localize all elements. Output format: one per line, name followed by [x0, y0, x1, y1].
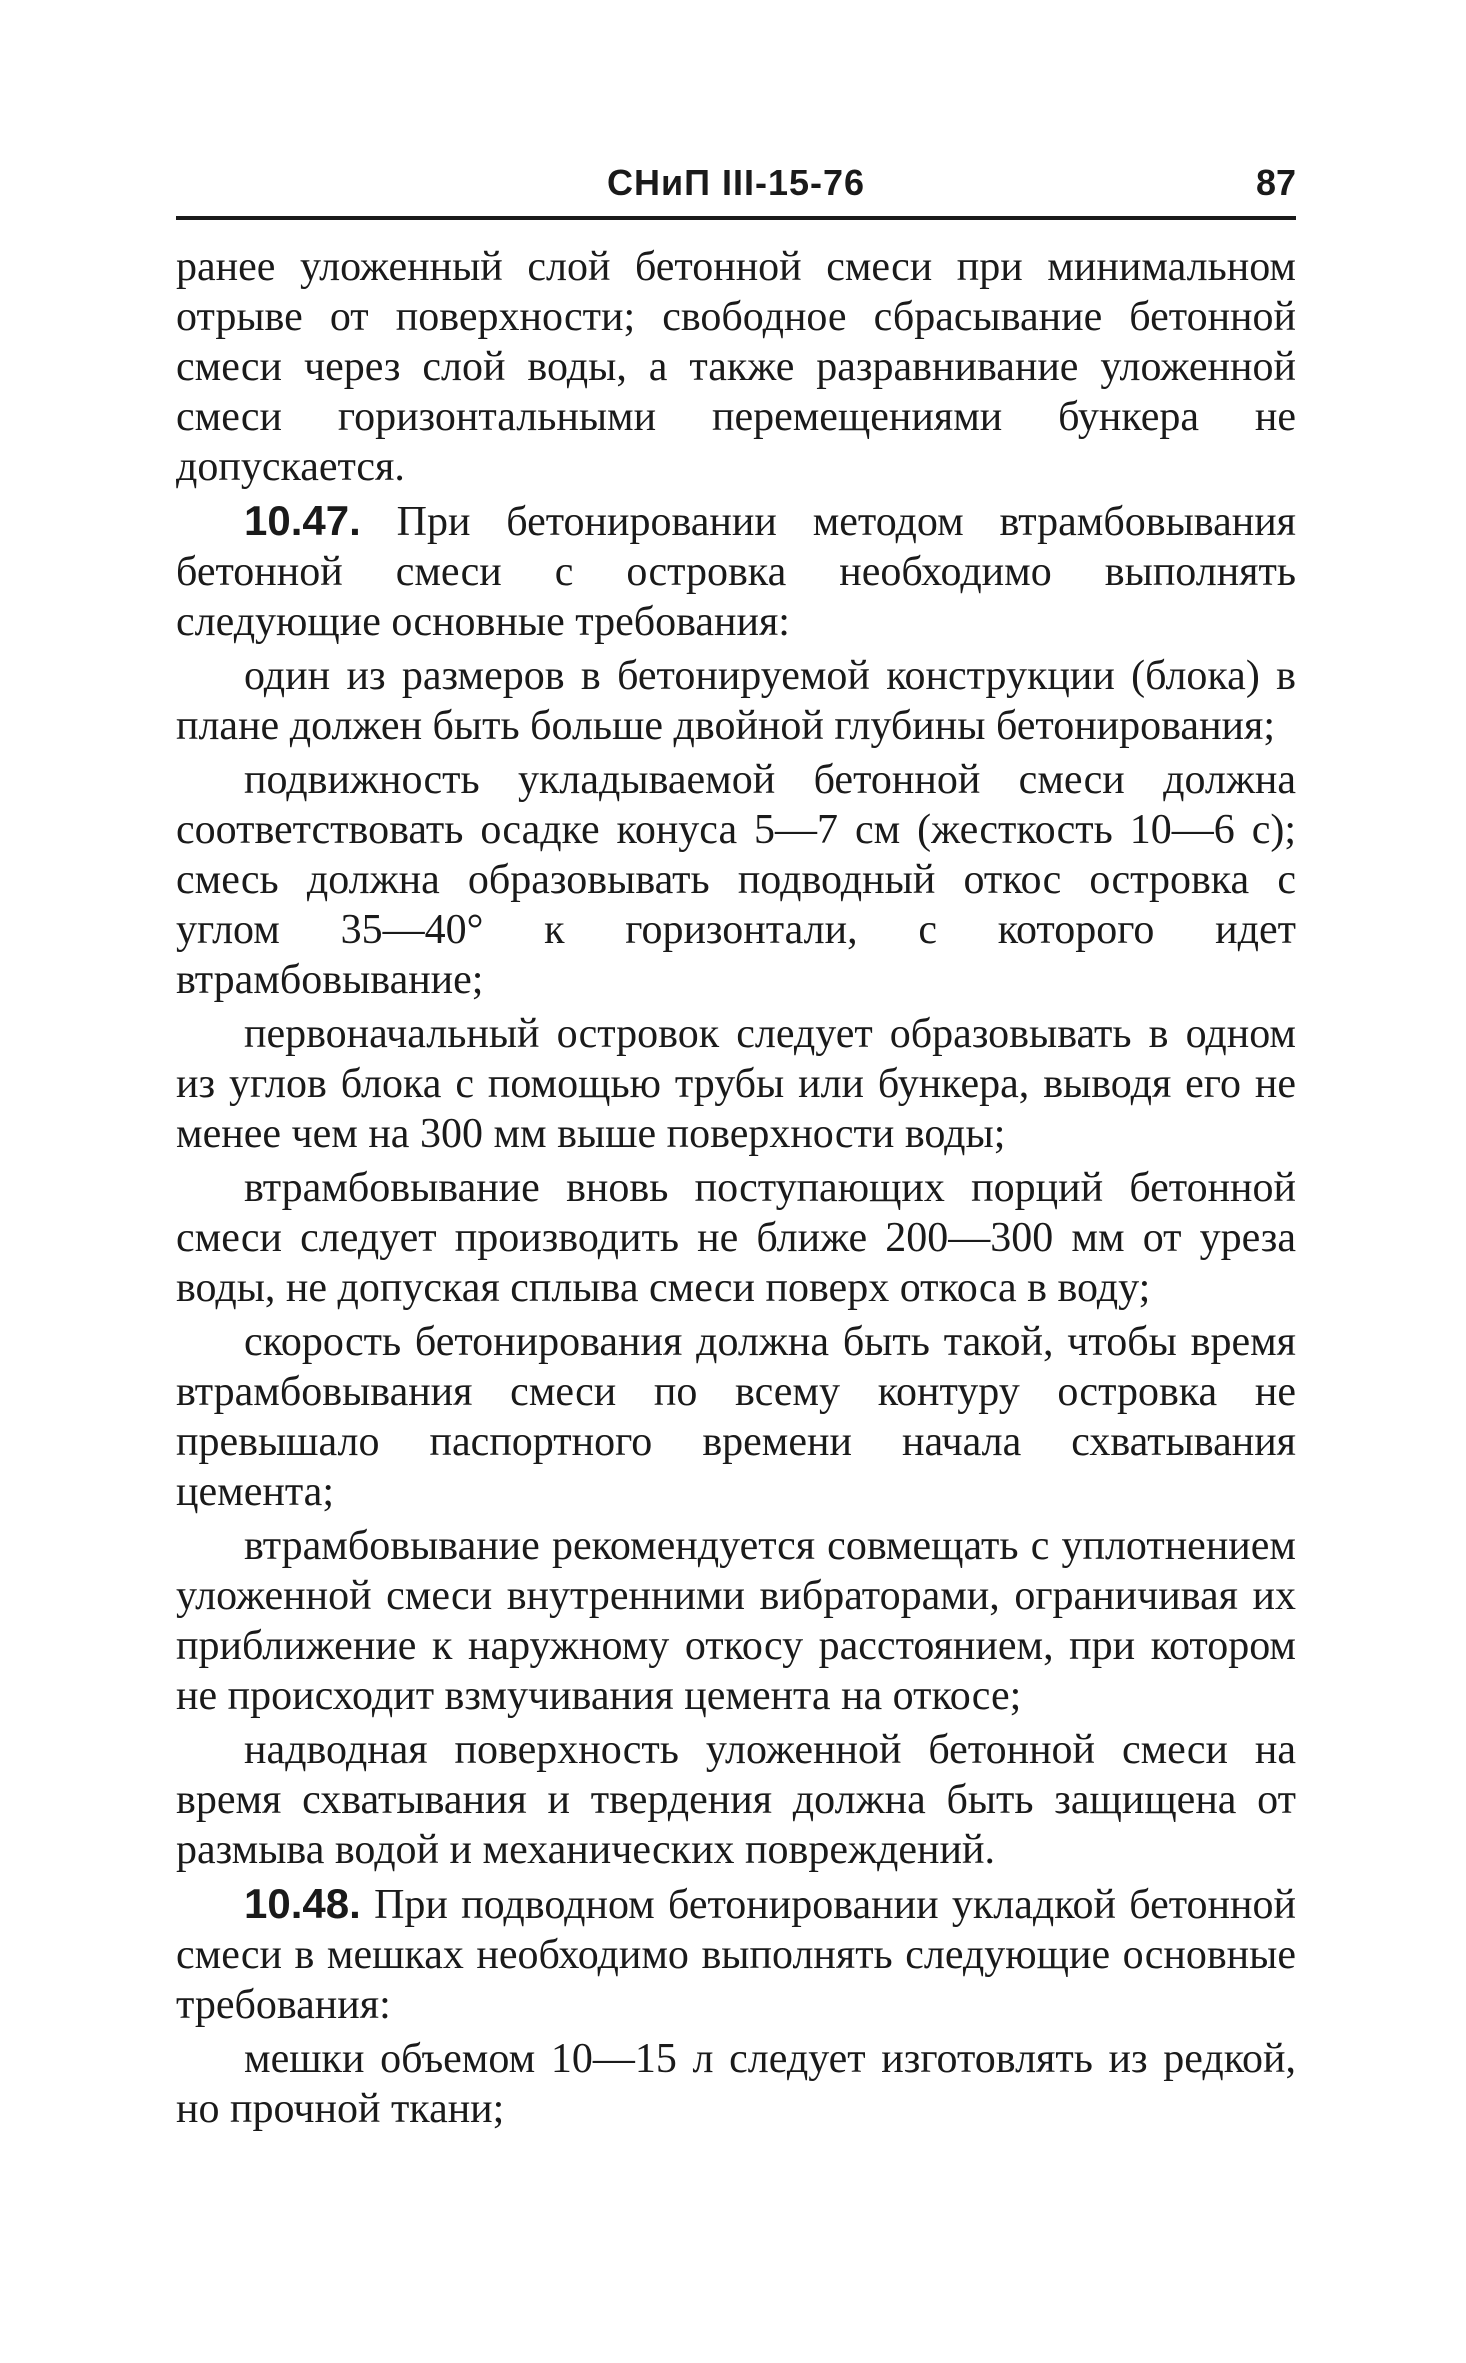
- paragraph-text: скорость бетонирования должна быть такой, чтобы время втрамбовывания смеси по всему контуру островка не превышало паспортного времени начала схватывания цемента;: [176, 1319, 1296, 1515]
- paragraph-text: подвижность укладываемой бетонной смеси должна соответствовать осадке конуса 5—7 см (жесткость 10—6 с); смесь должна образовывать подводный откос островка с углом 35—40° к горизонтали, с которого идет втрамбовывание;: [176, 757, 1296, 1003]
- paragraph-text: ранее уложенный слой бетонной смеси при минимальном отрыве от поверхности; свободное сбрасывание бетонной смеси через слой воды, а также разравнивание уложенной смеси горизонтальными перемещениями бункера не допускается.: [176, 244, 1296, 490]
- list-item: [176, 755, 1296, 1005]
- list-item: [176, 651, 1296, 751]
- paragraph-text: первоначальный островок следует образовывать в одном из углов блока с помощью трубы или бункера, выводя его не менее чем на 300 мм выше поверхности воды;: [176, 1011, 1296, 1157]
- list-item: [176, 2034, 1296, 2134]
- document-code: СНиП III-15-76: [606, 162, 866, 203]
- clause-10-47: [176, 496, 1296, 647]
- list-item: [176, 1163, 1296, 1313]
- list-item: [176, 1725, 1296, 1875]
- paragraph-text: втрамбовывание вновь поступающих порций бетонной смеси следует производить не ближе 200—300 мм от уреза воды, не допуская сплыва смеси поверх откоса в воду;: [176, 1165, 1296, 1311]
- page-number: 87: [1255, 162, 1296, 203]
- list-item: [176, 1009, 1296, 1159]
- paragraph: [176, 242, 1296, 492]
- paragraph-text: мешки объемом 10—15 л следует изготовлять из редкой, но прочной ткани;: [176, 2036, 1296, 2132]
- paragraph-text: надводная поверхность уложенной бетонной смеси на время схватывания и твердения должна быть защищена от размыва водой и механических повреждений.: [176, 1727, 1296, 1873]
- paragraph-text: втрамбовывание рекомендуется совмещать с уплотнением уложенной смеси внутренними вибраторами, ограничивая их приближение к наружному откосу расстоянием, при котором не происходит взмучивания цемента на откосе;: [176, 1523, 1296, 1719]
- clause-number: 10.48.: [244, 1880, 361, 1927]
- paragraph-text: При бетонировании методом втрамбовывания бетонной смеси с островка необходимо выполнять следующие основные требования:: [176, 499, 1296, 645]
- document-body: [176, 242, 1296, 2134]
- paragraph-text: При подводном бетонировании укладкой бетонной смеси в мешках необходимо выполнять следующие основные требования:: [176, 1882, 1296, 2028]
- list-item: [176, 1317, 1296, 1517]
- clause-number: 10.47.: [244, 497, 361, 544]
- running-header: [176, 160, 1296, 220]
- list-item: [176, 1521, 1296, 1721]
- document-page: [176, 160, 1296, 2138]
- paragraph-text: один из размеров в бетонируемой конструкции (блока) в плане должен быть больше двойной глубины бетонирования;: [176, 653, 1296, 749]
- clause-10-48: [176, 1879, 1296, 2030]
